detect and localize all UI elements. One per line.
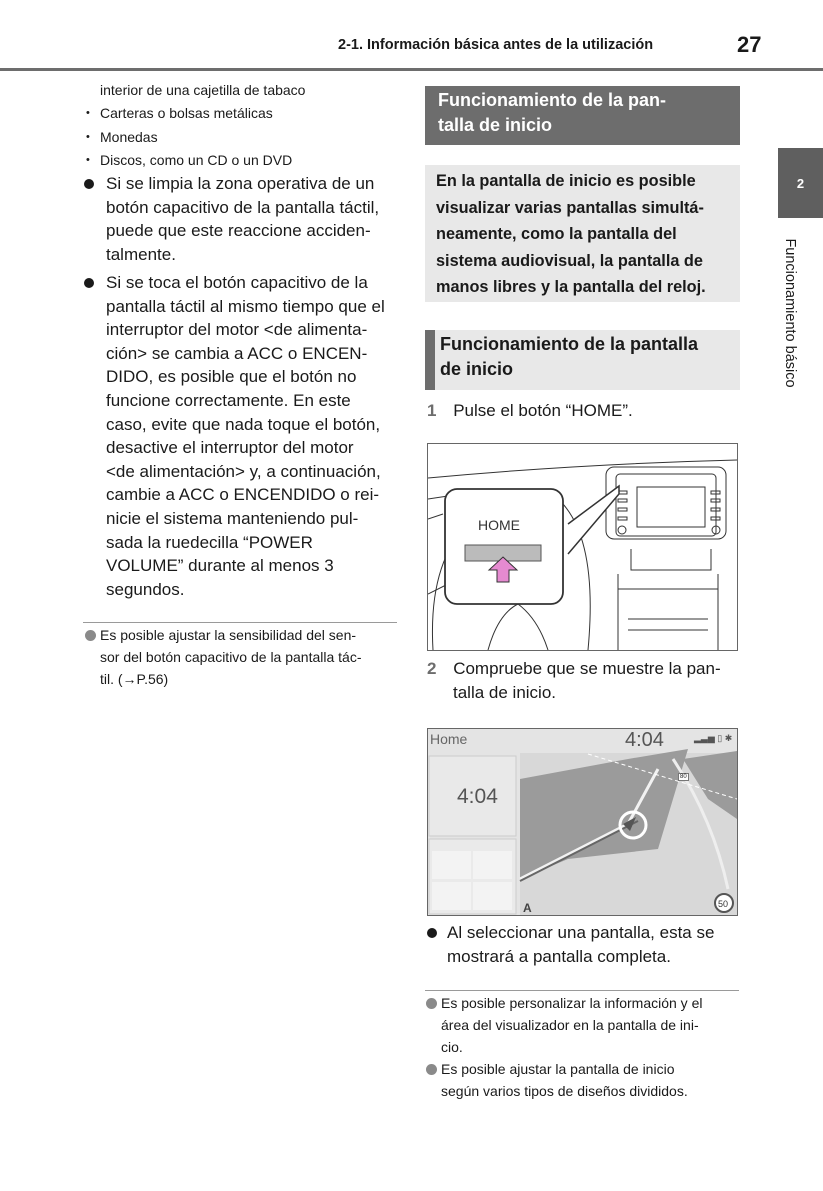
text-line: til. (→P.56) (100, 671, 169, 687)
running-header: 2-1. Información básica antes de la utilización (338, 37, 654, 53)
text-line: cio. (441, 1039, 463, 1055)
list-item: • Carteras o bolsas metálicas (86, 105, 273, 121)
screen-title: Home (430, 731, 468, 747)
text-line: sistema audiovisual, la pantalla de (436, 251, 703, 270)
chapter-label: Funcionamiento básico (782, 238, 798, 388)
note-bullet-icon (85, 630, 96, 641)
text-line: botón capacitivo de la pantalla táctil, (106, 197, 380, 217)
step-number: 2 (427, 659, 437, 678)
note (100, 624, 362, 690)
dashboard-illustration (427, 443, 738, 651)
step-text: Pulse el botón “HOME”. (453, 401, 633, 420)
header-rule (0, 68, 823, 71)
speed-limit: 50 (718, 899, 729, 909)
section-summary (425, 165, 740, 302)
status-icons: ▂▃▅ ▯ ✱ (694, 733, 733, 743)
step-1 (427, 399, 633, 423)
text-line: VOLUME” durante al menos 3 (106, 556, 334, 576)
bullet-icon (84, 278, 94, 288)
road-number: 80 (680, 774, 687, 780)
step-2 (427, 657, 721, 704)
bullet-paragraph (447, 921, 714, 968)
text-line: Si se limpia la zona operativa de un (106, 174, 375, 193)
list-item-text: Discos, como un CD o un DVD (100, 152, 293, 168)
text-line: Si se toca el botón capacitivo de la (106, 273, 368, 292)
text-line: funcione correctamente. En este (106, 390, 351, 410)
text-line: nicie el sistema manteniendo pul- (106, 508, 359, 528)
text-line: visualizar varias pantallas simultá- (436, 198, 704, 217)
bullet-icon (84, 179, 94, 189)
list-item: • Monedas (86, 128, 158, 145)
page-number: 27 (737, 32, 762, 57)
text-line: pantalla táctil al mismo tiempo que el (106, 296, 385, 316)
text-line: sor del botón capacitivo de la pantalla tác- (100, 649, 362, 665)
text-line: En la pantalla de inicio es posible (436, 172, 696, 190)
text-line: sada la ruedecilla “POWER (106, 532, 313, 552)
status-clock: 4:04 (625, 729, 664, 751)
section-title (425, 86, 740, 145)
text-line: cambie a ACC o ENCENDIDO o rei- (106, 485, 380, 505)
text-line: manos libres y la pantalla del reloj. (436, 278, 706, 296)
note-divider (425, 990, 739, 991)
text-line: caso, evite que nada toque el botón, (106, 414, 381, 434)
text-line: Es posible ajustar la pantalla de inicio (441, 1061, 675, 1077)
note-divider (83, 622, 397, 623)
text-line: talla de inicio (438, 115, 553, 135)
text-line: área del visualizador en la pantalla de ini- (441, 1017, 699, 1033)
text-line: Es posible personalizar la información y el (441, 995, 703, 1011)
note (441, 992, 702, 1058)
text-line: neamente, como la pantalla del (436, 225, 677, 243)
note (441, 1058, 688, 1102)
compass-icon[interactable]: A (523, 901, 532, 915)
text-line: mostrará a pantalla completa. (447, 946, 671, 966)
note-bullet-icon (426, 998, 437, 1009)
text-line: talmente. (106, 244, 176, 264)
text-line: <de alimentación> y, a continuación, (106, 461, 381, 481)
continuation-text: interior de una cajetilla de tabaco (100, 82, 306, 98)
step-text: Compruebe que se muestre la pan- (453, 659, 721, 678)
step-number: 1 (427, 401, 437, 420)
home-screen-screenshot (427, 728, 738, 916)
text-line: Es posible ajustar la sensibilidad del sen- (100, 627, 357, 643)
text-line: interruptor del motor <de alimenta- (106, 320, 368, 340)
list-item-text: Carteras o bolsas metálicas (100, 105, 273, 121)
note-bullet-icon (426, 1064, 437, 1075)
clock-widget[interactable]: 4:04 (457, 785, 498, 808)
text-line: ción> se cambia a ACC o ENCEN- (106, 343, 368, 363)
text-line: según varios tipos de diseños divididos. (441, 1083, 688, 1099)
bullet-paragraph (106, 172, 379, 266)
list-item: • Discos, como un CD o un DVD (86, 152, 293, 168)
text-line: puede que este reaccione acciden- (106, 221, 371, 241)
step-text: talla de inicio. (453, 682, 557, 702)
text-line: de inicio (440, 359, 514, 379)
home-button-label: HOME (478, 517, 520, 533)
list-item-text: Monedas (100, 128, 158, 145)
bullet-paragraph (106, 271, 385, 601)
text-line: segundos. (106, 579, 185, 599)
text-line: Funcionamiento de la pan- (438, 90, 667, 110)
text-line: Al seleccionar una pantalla, esta se (447, 923, 715, 942)
text-line: DIDO, es posible que el botón no (106, 367, 357, 387)
chapter-tab: 2 (778, 148, 823, 218)
bullet-icon (427, 928, 437, 938)
text-line: desactive el interruptor del motor (106, 438, 354, 458)
text-line: Funcionamiento de la pantalla (440, 334, 699, 354)
small-bullet-list (86, 102, 396, 173)
subheading (425, 330, 740, 390)
